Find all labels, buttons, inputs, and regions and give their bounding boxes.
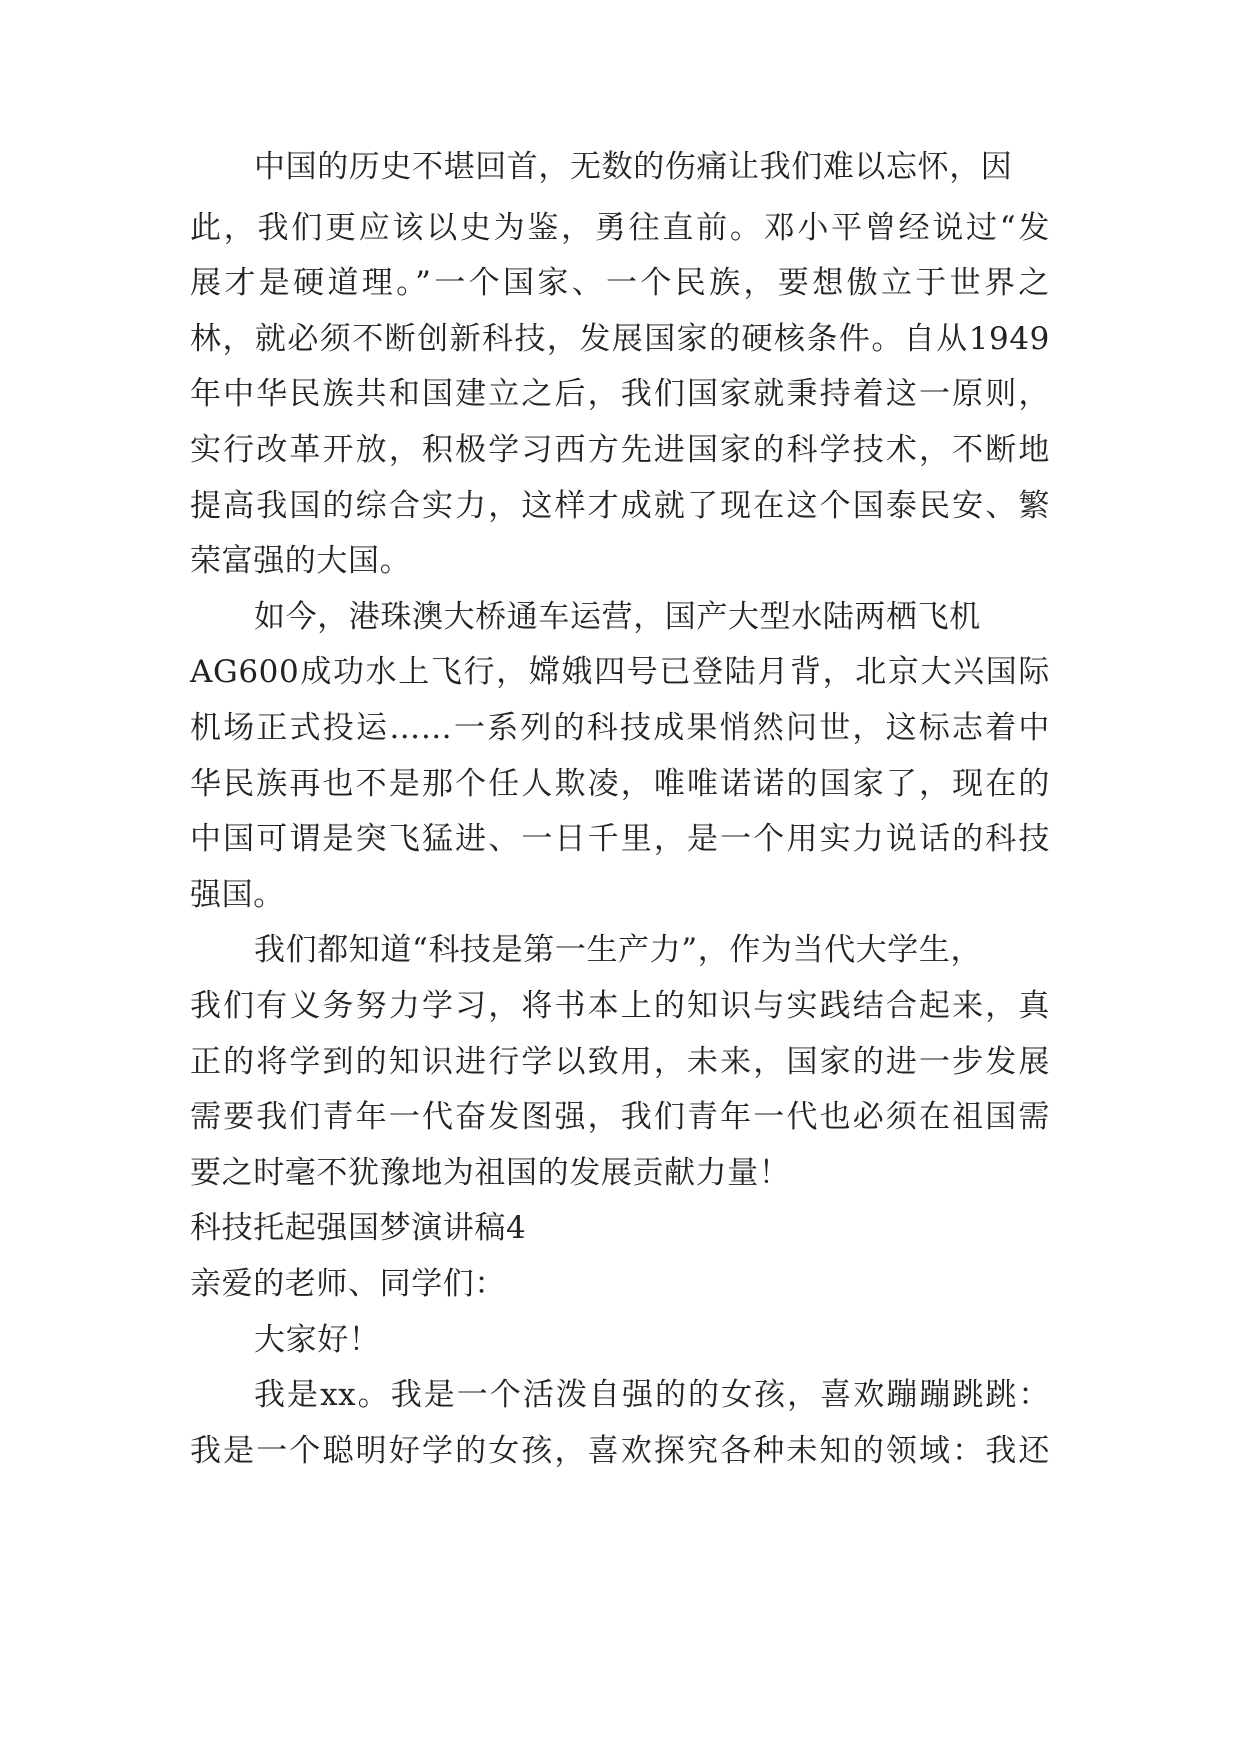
paragraph-line: 正的将学到的知识进行学以致用，未来，国家的进一步发展 bbox=[190, 1044, 1050, 1080]
paragraph-line: 荣富强的大国。 bbox=[190, 543, 412, 579]
paragraph-line: 华民族再也不是那个任人欺凌，唯唯诺诺的国家了，现在的 bbox=[190, 766, 1050, 802]
paragraph-line: 我们有义务努力学习，将书本上的知识与实践结合起来，真 bbox=[190, 988, 1050, 1024]
greeting: 大家好！ bbox=[254, 1322, 381, 1358]
paragraph-line: 中国可谓是突飞猛进、一日千里，是一个用实力说话的科技 bbox=[190, 821, 1050, 857]
paragraph-line: 要之时毫不犹豫地为祖国的发展贡献力量！ bbox=[190, 1155, 791, 1191]
paragraph-line: 年中华民族共和国建立之后，我们国家就秉持着这一原则， bbox=[190, 376, 1050, 412]
paragraph-line: 需要我们青年一代奋发图强，我们青年一代也必须在祖国需 bbox=[190, 1099, 1050, 1135]
paragraph-line: 此，我们更应该以史为鉴，勇往直前。邓小平曾经说过“发 bbox=[190, 210, 1050, 246]
paragraph-line: 中国的历史不堪回首，无数的伤痛让我们难以忘怀，因 bbox=[254, 149, 1013, 185]
paragraph-line: 机场正式投运……一系列的科技成果悄然问世，这标志着中 bbox=[190, 710, 1050, 746]
paragraph-line: 我是xx。我是一个活泼自强的的女孩，喜欢蹦蹦跳跳： bbox=[254, 1377, 1050, 1413]
salutation: 亲爱的老师、同学们： bbox=[190, 1266, 506, 1302]
paragraph-line: 我们都知道“科技是第一生产力”，作为当代大学生， bbox=[254, 932, 983, 968]
section-heading: 科技托起强国梦演讲稿4 bbox=[190, 1210, 527, 1246]
paragraph-line: 强国。 bbox=[190, 877, 285, 913]
paragraph-line: 如今，港珠澳大桥通车运营，国产大型水陆两栖飞机 bbox=[254, 599, 981, 635]
paragraph-line: 林，就必须不断创新科技，发展国家的硬核条件。自从1949 bbox=[190, 321, 1050, 357]
paragraph-line: AG600成功水上飞行，嫦娥四号已登陆月背，北京大兴国际 bbox=[190, 654, 1050, 690]
paragraph-line: 实行改革开放，积极学习西方先进国家的科学技术，不断地 bbox=[190, 432, 1050, 468]
paragraph-line: 展才是硬道理。”一个国家、一个民族，要想傲立于世界之 bbox=[190, 265, 1050, 301]
paragraph-line: 提高我国的综合实力，这样才成就了现在这个国泰民安、繁 bbox=[190, 488, 1050, 524]
paragraph-line: 我是一个聪明好学的女孩，喜欢探究各种未知的领域：我还 bbox=[190, 1433, 1050, 1469]
